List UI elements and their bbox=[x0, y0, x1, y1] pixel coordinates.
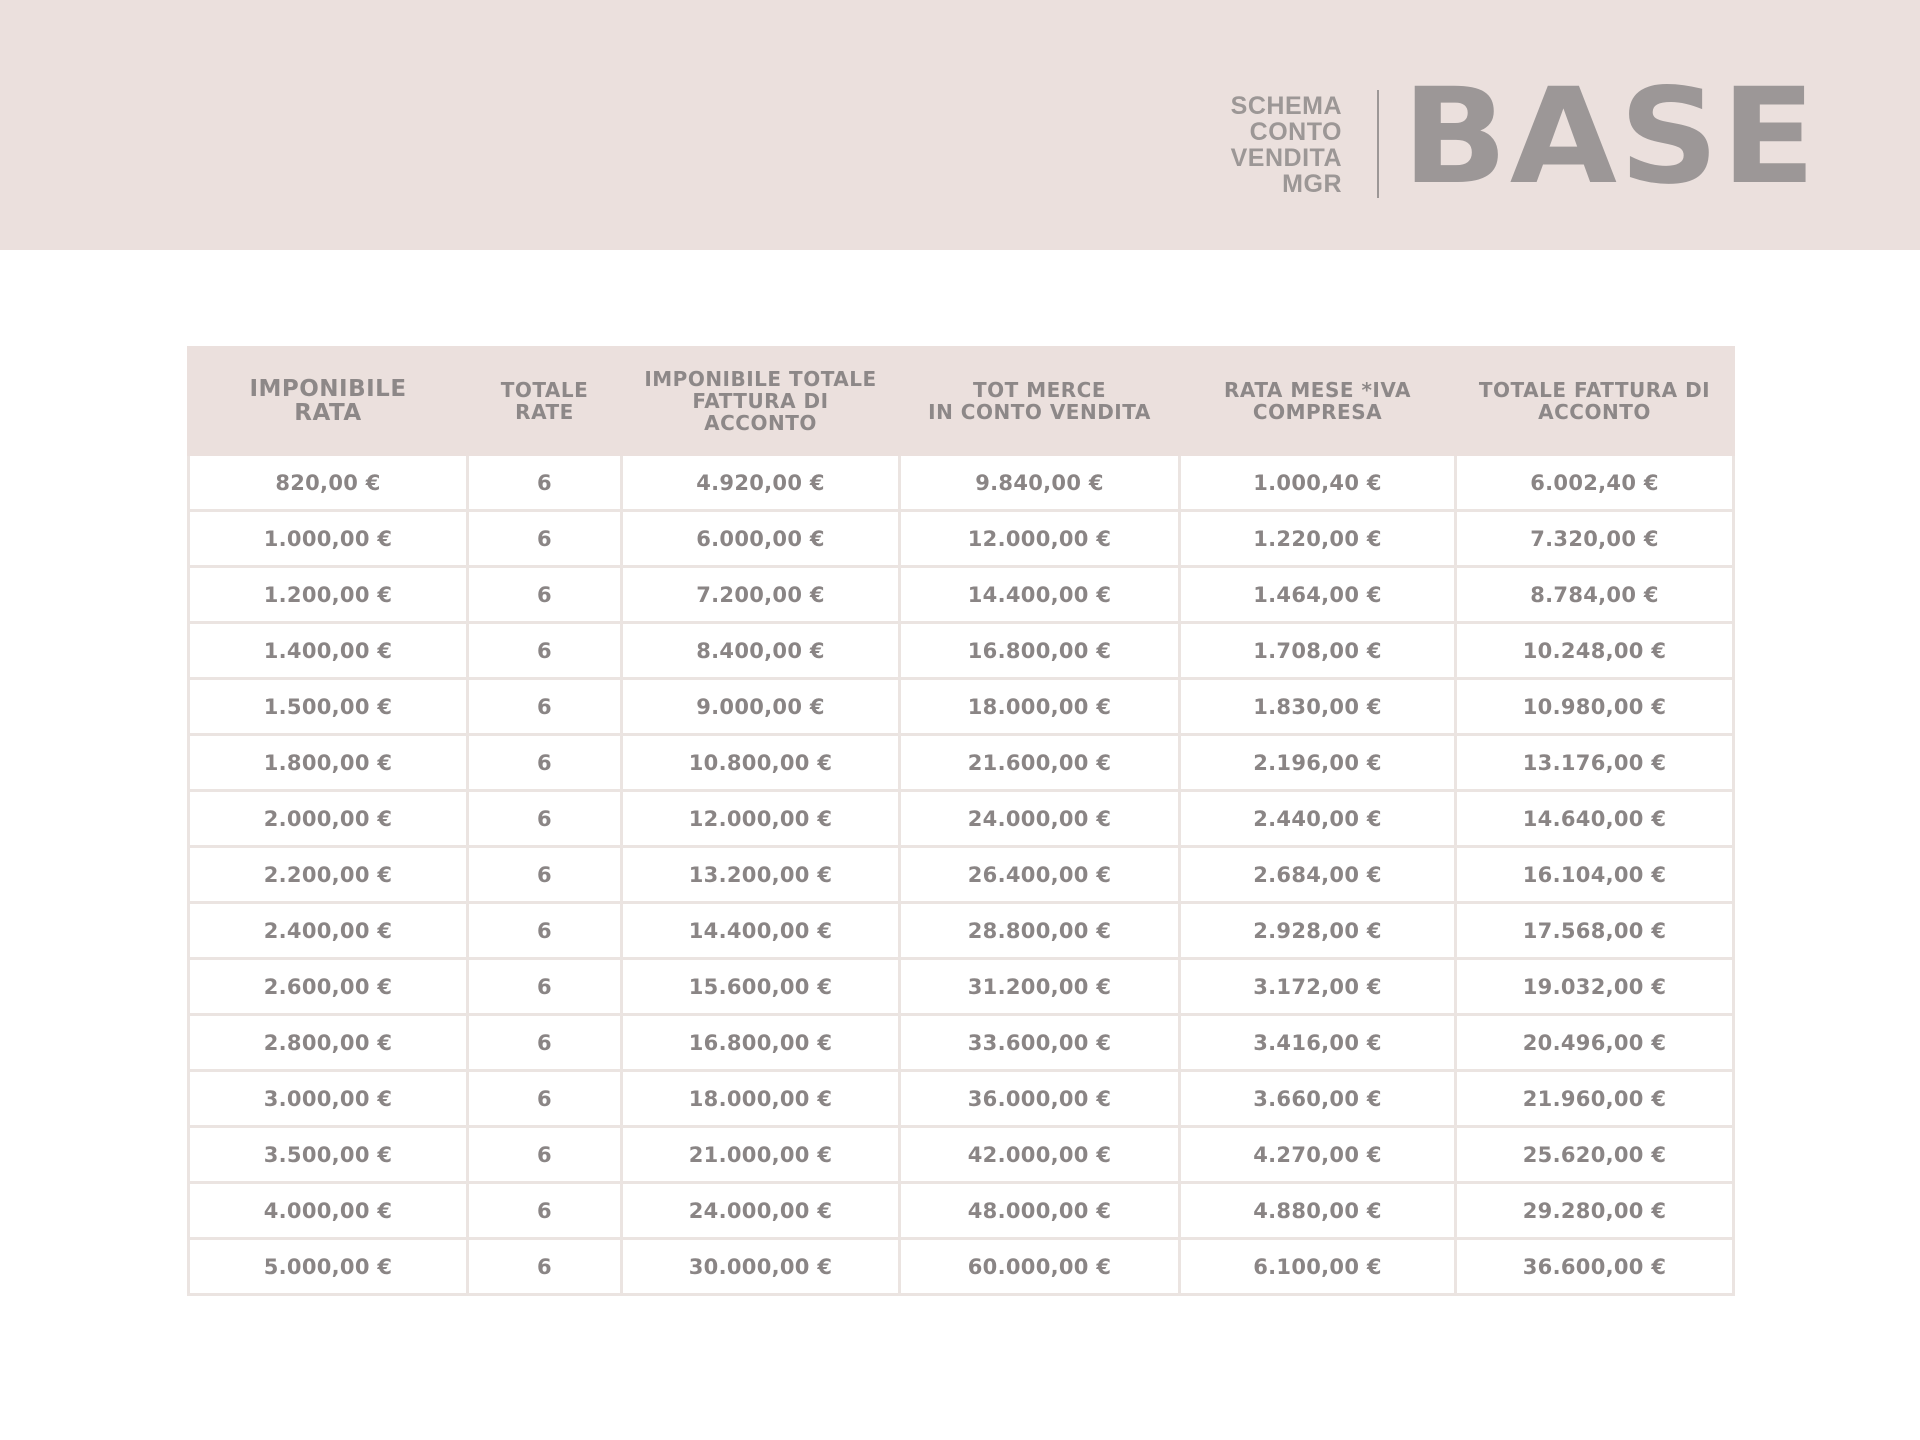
table-cell: 6.000,00 € bbox=[622, 511, 900, 567]
column-header-tot-merce: TOT MERCE IN CONTO VENDITA bbox=[900, 348, 1180, 455]
table-cell: 1.000,00 € bbox=[189, 511, 468, 567]
table-cell: 21.000,00 € bbox=[622, 1127, 900, 1183]
table-cell: 1.000,40 € bbox=[1180, 455, 1456, 511]
table-cell: 1.400,00 € bbox=[189, 623, 468, 679]
table-cell: 1.464,00 € bbox=[1180, 567, 1456, 623]
table-cell: 6 bbox=[468, 903, 622, 959]
table-cell: 1.220,00 € bbox=[1180, 511, 1456, 567]
table-row bbox=[189, 455, 1734, 511]
table-cell: 14.640,00 € bbox=[1456, 791, 1734, 847]
table-cell: 16.104,00 € bbox=[1456, 847, 1734, 903]
table-row bbox=[189, 1239, 1734, 1295]
table-cell: 17.568,00 € bbox=[1456, 903, 1734, 959]
table-cell: 20.496,00 € bbox=[1456, 1015, 1734, 1071]
subtitle-line: CONTO bbox=[1249, 118, 1342, 146]
table-cell: 6 bbox=[468, 959, 622, 1015]
table-cell: 4.880,00 € bbox=[1180, 1183, 1456, 1239]
table-cell: 2.600,00 € bbox=[189, 959, 468, 1015]
table-cell: 24.000,00 € bbox=[900, 791, 1180, 847]
table-cell: 6 bbox=[468, 847, 622, 903]
table-row bbox=[189, 847, 1734, 903]
table-cell: 6 bbox=[468, 679, 622, 735]
table-cell: 9.840,00 € bbox=[900, 455, 1180, 511]
table-cell: 6 bbox=[468, 1015, 622, 1071]
table-cell: 19.032,00 € bbox=[1456, 959, 1734, 1015]
table-cell: 6 bbox=[468, 1183, 622, 1239]
table-cell: 12.000,00 € bbox=[622, 791, 900, 847]
table-row bbox=[189, 959, 1734, 1015]
table-cell: 3.416,00 € bbox=[1180, 1015, 1456, 1071]
table-cell: 2.800,00 € bbox=[189, 1015, 468, 1071]
title-divider bbox=[1377, 90, 1379, 198]
table-row bbox=[189, 1071, 1734, 1127]
table-cell: 13.176,00 € bbox=[1456, 735, 1734, 791]
table-cell: 1.200,00 € bbox=[189, 567, 468, 623]
pricing-table bbox=[187, 346, 1735, 1296]
table-cell: 6.002,40 € bbox=[1456, 455, 1734, 511]
page-title: BASE bbox=[1402, 60, 1818, 214]
table-row bbox=[189, 1183, 1734, 1239]
column-header-imponibile-rata: IMPONIBILE RATA bbox=[189, 348, 468, 455]
table-cell: 1.830,00 € bbox=[1180, 679, 1456, 735]
table-cell: 6 bbox=[468, 1071, 622, 1127]
table-cell: 6 bbox=[468, 1127, 622, 1183]
table-cell: 5.000,00 € bbox=[189, 1239, 468, 1295]
table-cell: 12.000,00 € bbox=[900, 511, 1180, 567]
table-cell: 9.000,00 € bbox=[622, 679, 900, 735]
table-cell: 8.400,00 € bbox=[622, 623, 900, 679]
table-cell: 4.920,00 € bbox=[622, 455, 900, 511]
table-cell: 16.800,00 € bbox=[622, 1015, 900, 1071]
table-cell: 3.172,00 € bbox=[1180, 959, 1456, 1015]
table-cell: 24.000,00 € bbox=[622, 1183, 900, 1239]
table-row bbox=[189, 903, 1734, 959]
table-cell: 6 bbox=[468, 567, 622, 623]
table-cell: 26.400,00 € bbox=[900, 847, 1180, 903]
column-header-totale-rate: TOTALE RATE bbox=[468, 348, 622, 455]
table-cell: 18.000,00 € bbox=[622, 1071, 900, 1127]
table-cell: 3.660,00 € bbox=[1180, 1071, 1456, 1127]
table-cell: 1.708,00 € bbox=[1180, 623, 1456, 679]
table-cell: 42.000,00 € bbox=[900, 1127, 1180, 1183]
table-cell: 2.400,00 € bbox=[189, 903, 468, 959]
table-row bbox=[189, 623, 1734, 679]
table-cell: 8.784,00 € bbox=[1456, 567, 1734, 623]
table-row bbox=[189, 679, 1734, 735]
table-cell: 2.684,00 € bbox=[1180, 847, 1456, 903]
table-cell: 6.100,00 € bbox=[1180, 1239, 1456, 1295]
table-cell: 6 bbox=[468, 511, 622, 567]
column-header-imponibile-totale: IMPONIBILE TOTALE FATTURA DI ACCONTO bbox=[622, 348, 900, 455]
table-cell: 48.000,00 € bbox=[900, 1183, 1180, 1239]
column-header-rata-mese: RATA MESE *IVA COMPRESA bbox=[1180, 348, 1456, 455]
table-header-row bbox=[189, 348, 1734, 455]
table-cell: 6 bbox=[468, 455, 622, 511]
table-row bbox=[189, 735, 1734, 791]
table-cell: 21.600,00 € bbox=[900, 735, 1180, 791]
table-cell: 31.200,00 € bbox=[900, 959, 1180, 1015]
table-cell: 3.500,00 € bbox=[189, 1127, 468, 1183]
table-cell: 820,00 € bbox=[189, 455, 468, 511]
table-cell: 6 bbox=[468, 1239, 622, 1295]
table-cell: 4.000,00 € bbox=[189, 1183, 468, 1239]
table-row bbox=[189, 567, 1734, 623]
table-cell: 18.000,00 € bbox=[900, 679, 1180, 735]
table-cell: 36.000,00 € bbox=[900, 1071, 1180, 1127]
table-cell: 33.600,00 € bbox=[900, 1015, 1180, 1071]
table-cell: 2.196,00 € bbox=[1180, 735, 1456, 791]
table-cell: 7.320,00 € bbox=[1456, 511, 1734, 567]
table-cell: 60.000,00 € bbox=[900, 1239, 1180, 1295]
table-cell: 3.000,00 € bbox=[189, 1071, 468, 1127]
table-row bbox=[189, 791, 1734, 847]
table-cell: 25.620,00 € bbox=[1456, 1127, 1734, 1183]
table-cell: 14.400,00 € bbox=[622, 903, 900, 959]
table-cell: 1.800,00 € bbox=[189, 735, 468, 791]
table-cell: 2.200,00 € bbox=[189, 847, 468, 903]
table-row bbox=[189, 511, 1734, 567]
table-cell: 7.200,00 € bbox=[622, 567, 900, 623]
table-cell: 2.440,00 € bbox=[1180, 791, 1456, 847]
table-cell: 28.800,00 € bbox=[900, 903, 1180, 959]
table-header bbox=[189, 348, 1734, 455]
table-row bbox=[189, 1127, 1734, 1183]
table-cell: 10.800,00 € bbox=[622, 735, 900, 791]
table-row bbox=[189, 1015, 1734, 1071]
table-cell: 6 bbox=[468, 623, 622, 679]
table-cell: 16.800,00 € bbox=[900, 623, 1180, 679]
table-cell: 21.960,00 € bbox=[1456, 1071, 1734, 1127]
table-cell: 2.000,00 € bbox=[189, 791, 468, 847]
table-body bbox=[189, 455, 1734, 1295]
subtitle-line: VENDITA bbox=[1230, 144, 1342, 172]
column-header-totale-fattura: TOTALE FATTURA DI ACCONTO bbox=[1456, 348, 1734, 455]
table-cell: 29.280,00 € bbox=[1456, 1183, 1734, 1239]
table-cell: 15.600,00 € bbox=[622, 959, 900, 1015]
table-cell: 10.248,00 € bbox=[1456, 623, 1734, 679]
subtitle-block bbox=[1180, 93, 1342, 197]
table-cell: 10.980,00 € bbox=[1456, 679, 1734, 735]
table-cell: 36.600,00 € bbox=[1456, 1239, 1734, 1295]
pricing-table-container bbox=[187, 346, 1732, 1296]
table-cell: 14.400,00 € bbox=[900, 567, 1180, 623]
table-cell: 6 bbox=[468, 735, 622, 791]
table-cell: 6 bbox=[468, 791, 622, 847]
table-cell: 1.500,00 € bbox=[189, 679, 468, 735]
table-cell: 13.200,00 € bbox=[622, 847, 900, 903]
table-cell: 2.928,00 € bbox=[1180, 903, 1456, 959]
table-cell: 4.270,00 € bbox=[1180, 1127, 1456, 1183]
subtitle-line: SCHEMA bbox=[1230, 92, 1342, 120]
subtitle-line: MGR bbox=[1282, 170, 1342, 198]
table-cell: 30.000,00 € bbox=[622, 1239, 900, 1295]
